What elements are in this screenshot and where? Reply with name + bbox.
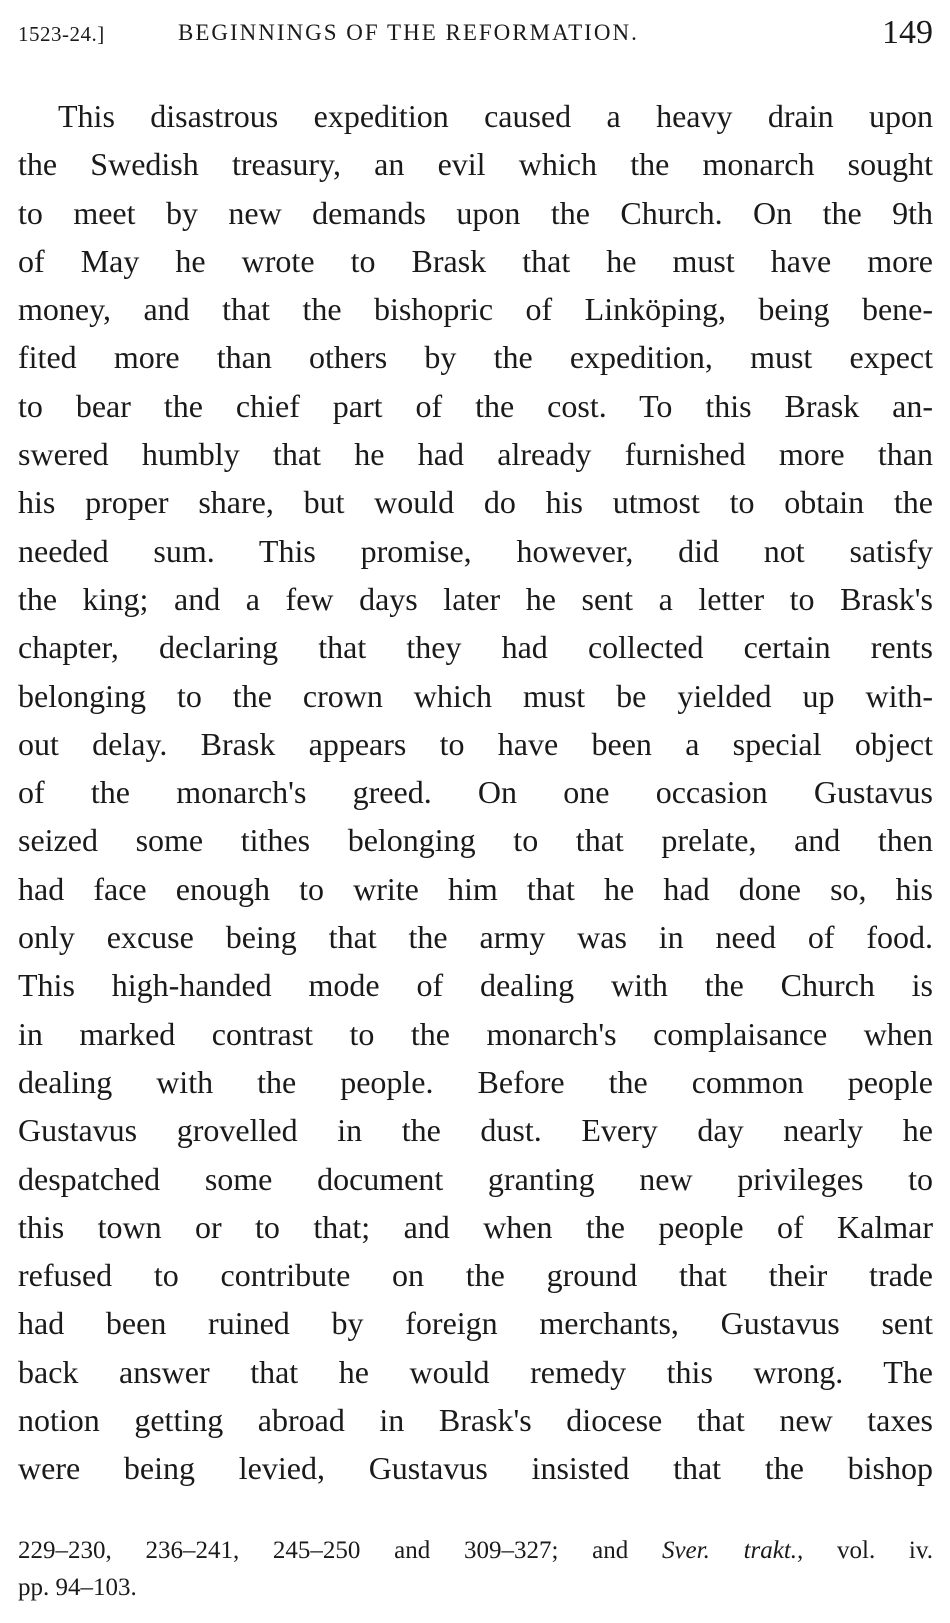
footnote-line: [18, 1532, 933, 1569]
text-line: had face enough to write him that he had done so, his: [18, 870, 933, 907]
main-text: [18, 92, 933, 1493]
text-line: fited more than others by the expedition, must expect: [18, 339, 933, 376]
text-line: out delay. Brask appears to have been a special object: [18, 725, 933, 762]
text-line: had been ruined by foreign merchants, Gustavus sent: [18, 1305, 933, 1342]
footnote: [18, 1532, 933, 1606]
footnote-line: pp. 94–103.: [18, 1574, 137, 1601]
text-line: chapter, declaring that they had collected certain rents: [18, 629, 933, 666]
text-line: despatched some document granting new privileges to: [18, 1160, 933, 1197]
header-date-range: 1523-24.]: [18, 22, 105, 46]
text-line: notion getting abroad in Brask's diocese that new taxes: [18, 1402, 933, 1439]
text-line: were being levied, Gustavus insisted that the bishop: [18, 1450, 933, 1487]
footnote-citation-title: Sver. trakt.,: [661, 1537, 804, 1564]
text-line: refused to contribute on the ground that their trade: [18, 1257, 933, 1294]
header-title: BEGINNINGS OF THE REFORMATION.: [178, 20, 639, 45]
text-line: This high-handed mode of dealing with the Church is: [18, 967, 933, 1004]
footnote-citation-volume: vol. iv.: [837, 1537, 934, 1564]
text-line: Gustavus grovelled in the dust. Every day nearly he: [18, 1112, 933, 1149]
text-line: back answer that he would remedy this wrong. The: [18, 1353, 933, 1390]
text-line: money, and that the bishopric of Linköping, being bene-: [18, 291, 933, 328]
text-line: needed sum. This promise, however, did not satisfy: [18, 532, 933, 569]
text-line: this town or to that; and when the people of Kalmar: [18, 1208, 933, 1245]
text-line: the Swedish treasury, an evil which the monarch sought: [18, 146, 933, 183]
text-line: of the monarch's greed. On one occasion Gustavus: [18, 774, 933, 811]
text-line: the king; and a few days later he sent a letter to Brask's: [18, 580, 933, 617]
text-line: This disastrous expedition caused a heavy drain upon: [58, 98, 933, 134]
running-header: [18, 14, 933, 54]
text-line: belonging to the crown which must be yielded up with-: [18, 677, 933, 714]
footnote-citation-pages: 229–230, 236–241, 245–250 and 309–327; and: [18, 1537, 629, 1564]
text-line: dealing with the people. Before the common people: [18, 1063, 933, 1100]
text-line: to bear the chief part of the cost. To this Brask an-: [18, 387, 933, 424]
text-line: of May he wrote to Brask that he must have more: [18, 242, 933, 279]
text-line: seized some tithes belonging to that prelate, and then: [18, 822, 933, 859]
page-number: 149: [882, 14, 933, 51]
text-line: swered humbly that he had already furnished more than: [18, 436, 933, 473]
text-line: to meet by new demands upon the Church. On the 9th: [18, 194, 933, 231]
text-line: in marked contrast to the monarch's complaisance when: [18, 1015, 933, 1052]
text-line: only excuse being that the army was in need of food.: [18, 919, 933, 956]
text-line: his proper share, but would do his utmost to obtain the: [18, 484, 933, 521]
